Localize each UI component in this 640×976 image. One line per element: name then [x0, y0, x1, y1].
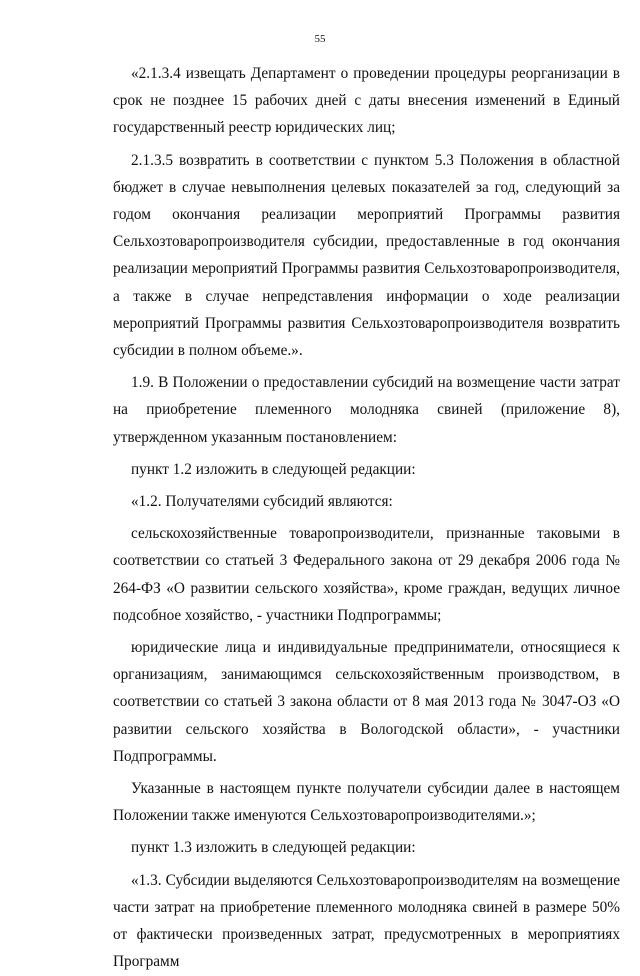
paragraph-legal-entities: юридические лица и индивидуальные предприниматели, относящиеся к организациям, занимающимся сельскохозяйственным производством, в соответствии со статьей 3 закона области от 8 мая 2013 года № 3047-ОЗ «О развитии сельского хозяйства в Вологодской области», - участники Подпрограммы. — [113, 639, 620, 765]
paragraph-2-1-3-4: «2.1.3.4 извещать Департамент о проведении процедуры реорганизации в срок не позднее 15 рабочих дней с даты внесения изменений в Единый государственный реестр юридических лиц; — [113, 65, 620, 137]
paragraph-2-1-3-5: 2.1.3.5 возвратить в соответствии с пунктом 5.3 Положения в областной бюджет в случае невыполнения целевых показателей за год, следующий за годом окончания реализации мероприятий Программы развития Сельхозтоваропроизводителя субсидии, предоставленные в год окончания реализации мероприятий Программы развития Сельхозтоваропроизводителя, а также в случае непредставления информации о ходе реализации мероприятий Программы развития Сельхозтоваропроизводителя возвратить субсидии в полном объеме.». — [113, 151, 620, 360]
paragraph-agricultural-producers: сельскохозяйственные товаропроизводители, признанные таковыми в соответствии со статьей 3 Федерального закона от 29 декабря 2006 года № 264-ФЗ «О развитии сельского хозяйства», кроме граждан, ведущих личное подсобное хозяйство, - участники Подпрограммы; — [113, 525, 620, 624]
paragraph-item-1-2-intro: пункт 1.2 изложить в следующей редакции: — [131, 460, 416, 478]
paragraph-1-2-recipients: «1.2. Получателями субсидий являются: — [131, 493, 393, 511]
paragraph-1-3-subsidies: «1.3. Субсидии выделяются Сельхозтоваропроизводителям на возмещение части затрат на приобретение племенного молодняка свиней в размере 50% от фактически произведенных затрат, предусмотренных в мероприятиях Программ — [113, 871, 620, 971]
paragraph-1-9: 1.9. В Положении о предоставлении субсидий на возмещение части затрат на приобретение племенного молодняка свиней (приложение 8), утвержденном указанным постановлением: — [113, 374, 620, 446]
paragraph-recipients-naming: Указанные в настоящем пункте получатели субсидии далее в настоящем Положении также именуются Сельхозтоваропроизводителями.»; — [113, 780, 620, 825]
document-body — [113, 60, 620, 976]
page-number: 55 — [314, 33, 326, 45]
paragraph-item-1-3-intro: пункт 1.3 изложить в следующей редакции: — [131, 839, 416, 857]
